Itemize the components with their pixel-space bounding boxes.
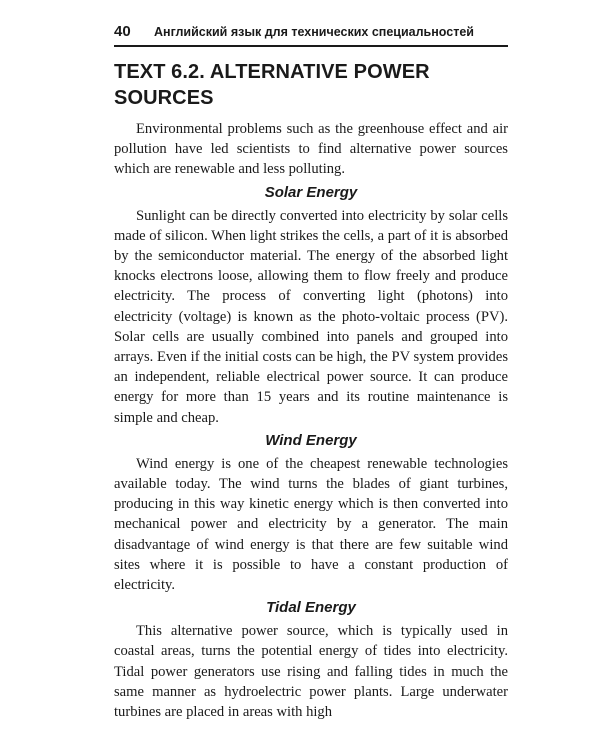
section-heading-tidal: Tidal Energy — [266, 599, 356, 617]
intro-paragraph: Environmental problems such as the greenhouse effect and air pollution have led scientists to find alternative power sources which are renewable and less polluting. — [114, 121, 508, 178]
section-heading-solar: Solar Energy — [264, 183, 358, 201]
running-title: Английский язык для технических специальностей — [154, 25, 474, 39]
section-body-wind: Wind energy is one of the cheapest renewable technologies available today. The wind turns the blades of giant turbines, producing in this way kinetic energy which is then converted into mechanical power and electricity by a generator. The main disadvantage of wind energy is that there are few suitable wind sites where it is possible to have a constant production of electricity. — [114, 455, 508, 594]
book-page — [114, 22, 508, 722]
running-header — [114, 22, 508, 47]
section-body-solar: Sunlight can be directly converted into electricity by solar cells made of silicon. When light strikes the cells, a part of it is absorbed by the semiconductor material. The energy of the absorbed light knocks electrons loose, allowing them to flow freely and produce electricity. The process of converting light (photons) into electricity (voltage) is known as the photo-voltaic process (PV). Solar cells are usually combined into panels and grouped into arrays. Even if the initial costs can be high, the PV system provides an independent, reliable electrical power source. It can produce energy for more than 15 years and its routine maintenance is simple and cheap. — [114, 207, 508, 426]
section-heading-wind: Wind Energy — [265, 431, 357, 449]
section-body-tidal: This alternative power source, which is typically used in coastal areas, turns the potential energy of tides into electricity. Tidal power generators use rising and falling tides in much the same manner as hydroelectric power plants. Large underwater turbines are placed in areas with high — [114, 623, 508, 721]
text-title: TEXT 6.2. ALTERNATIVE POWER SOURCES — [114, 61, 430, 109]
page-number: 40 — [114, 23, 131, 40]
